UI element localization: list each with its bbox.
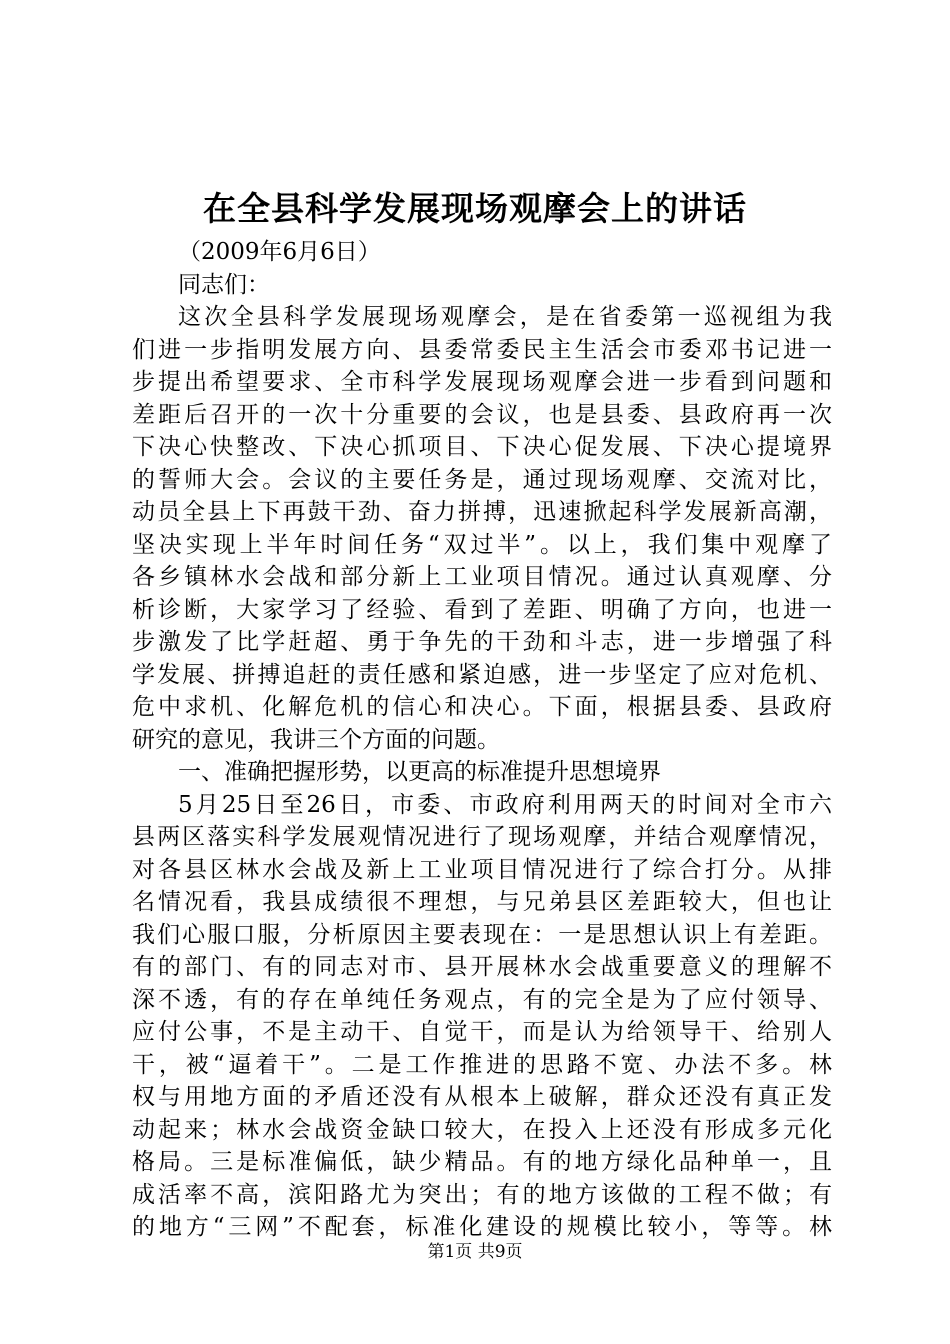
paragraph-line: 深不透，有的存在单纯任务观点，有的完全是为了应付领导、 (132, 986, 832, 1013)
paragraph-line: 的誓师大会。会议的主要任务是，通过现场观摩、交流对比， (132, 466, 832, 493)
page-number-footer: 第1页 共9页 (427, 1242, 523, 1262)
paragraph-line: 5月25日至26日，市委、市政府利用两天的时间对全市六 (178, 791, 832, 818)
paragraph-line: 危中求机、化解危机的信心和决心。下面，根据县委、县政府 (132, 694, 832, 720)
paragraph-line: 应付公事，不是主动干、自觉干，而是认为给领导干、给别人 (132, 1019, 832, 1045)
salutation: 同志们： (178, 271, 270, 298)
paragraph-line: 成活率不高，滨阳路尤为突出；有的地方该做的工程不做；有 (132, 1181, 832, 1208)
paragraph-line: 权与用地方面的矛盾还没有从根本上破解，群众还没有真正发 (132, 1084, 832, 1110)
paragraph-line: 名情况看，我县成绩很不理想，与兄弟县区差距较大，但也让 (132, 889, 832, 915)
paragraph-line: 们进一步指明发展方向、县委常委民主生活会市委邓书记进一 (132, 336, 832, 363)
section-heading-1: 一、准确把握形势，以更高的标准提升思想境界 (178, 759, 661, 785)
paragraph-line: 下决心快整改、下决心抓项目、下决心促发展、下决心提境界 (132, 434, 832, 460)
paragraph-line: 动起来；林水会战资金缺口较大，在投入上还没有形成多元化 (132, 1116, 832, 1143)
paragraph-line: 坚决实现上半年时间任务“双过半”。以上，我们集中观摩了 (132, 531, 832, 558)
paragraph-1 (132, 301, 832, 756)
paragraph-line: 各乡镇林水会战和部分新上工业项目情况。通过认真观摩、分 (132, 564, 832, 590)
paragraph-line: 动员全县上下再鼓干劲、奋力拼搏，迅速掀起科学发展新高潮， (132, 499, 832, 525)
paragraph-line: 的地方“三网”不配套，标准化建设的规模比较小，等等。林 (132, 1214, 832, 1240)
paragraph-line: 格局。三是标准偏低，缺少精品。有的地方绿化品种单一，且 (132, 1149, 832, 1175)
paragraph-line: 析诊断，大家学习了经验、看到了差距、明确了方向，也进一 (132, 596, 832, 623)
paragraph-line: 县两区落实科学发展观情况进行了现场观摩，并结合观摩情况， (132, 824, 832, 850)
page-title: 在全县科学发展现场观摩会上的讲话 (203, 189, 747, 228)
paragraph-line: 我们心服口服，分析原因主要表现在：一是思想认识上有差距。 (132, 921, 832, 948)
paragraph-2 (132, 789, 832, 1244)
paragraph-line: 差距后召开的一次十分重要的会议，也是县委、县政府再一次 (132, 401, 832, 428)
document-body (132, 236, 832, 1244)
paragraph-line: 学发展、拼搏追赶的责任感和紧迫感，进一步坚定了应对危机、 (132, 661, 832, 688)
paragraph-line: 干，被“逼着干”。二是工作推进的思路不宽、办法不多。林 (132, 1051, 832, 1078)
paragraph-line: 步提出希望要求、全市科学发展现场观摩会进一步看到问题和 (132, 369, 832, 395)
paragraph-line: 对各县区林水会战及新上工业项目情况进行了综合打分。从排 (132, 856, 832, 883)
paragraph-line: 有的部门、有的同志对市、县开展林水会战重要意义的理解不 (132, 954, 832, 980)
paragraph-line: 步激发了比学赶超、勇于争先的干劲和斗志，进一步增强了科 (132, 629, 832, 655)
paragraph-line: 这次全县科学发展现场观摩会，是在省委第一巡视组为我 (178, 304, 832, 330)
document-date: （2009年6月6日） (178, 239, 381, 265)
paragraph-line: 研究的意见，我讲三个方面的问题。 (132, 726, 500, 753)
